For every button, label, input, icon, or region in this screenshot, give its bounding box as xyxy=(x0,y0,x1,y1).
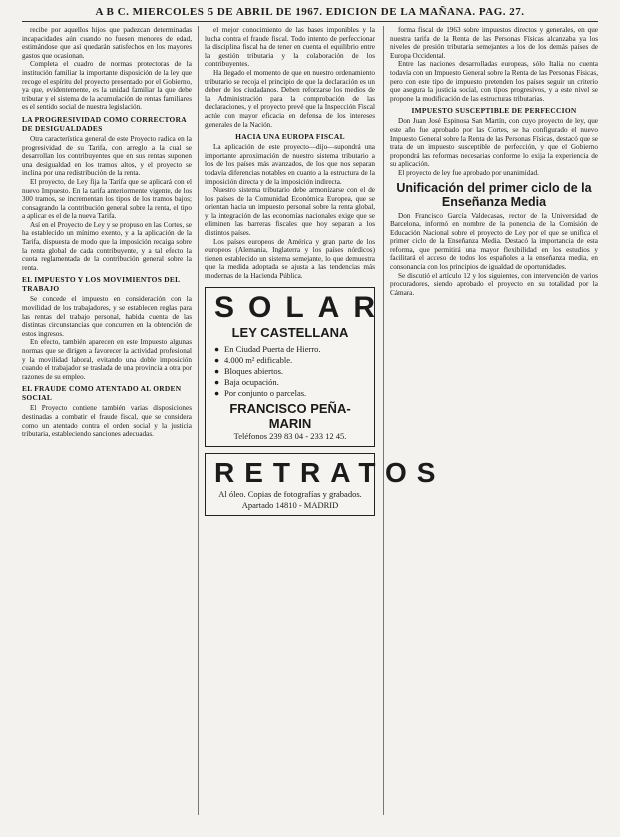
advertisement-retratos xyxy=(205,453,446,516)
paragraph: El proyecto de ley fue aprobado por unanimidad. xyxy=(398,168,539,177)
paragraph: Don Francisco García Valdecasas, rector de la Universidad de Barcelona, informó en nombre de la ponencia de la Comisión de Educación Nacional sobre el proyecto de Ley por el que se unifica el primer ciclo de la Enseñanza Media. Destacó la importancia de esta reforma, que permitirá una mayor flexibilidad en los estudios y facilitará el acceso de todos los españoles a la enseñanza media, en consonancia con los principios de igualdad de oportunidades. xyxy=(390,211,598,272)
bullet-icon: ● xyxy=(214,387,220,398)
column-1 xyxy=(22,26,192,815)
list-item: ● En Ciudad Puerta de Hierro. xyxy=(214,343,321,354)
section-heading: LA PROGRESIVIDAD COMO CORRECTORA DE DESIGUALDADES xyxy=(22,114,187,133)
ad-address: Apartado 14810 - MADRID xyxy=(241,499,339,510)
column-separator xyxy=(198,26,199,815)
section-heading: IMPUESTO SUSCEPTIBLE DE PERFECCION xyxy=(411,106,577,116)
paragraph: Nuestro sistema tributario debe armonizarse con el de los países de la Comunidad Económica Europea, que se orientan hacia un impuesto personal sobre la renta global, y la integración de las economías nacionales exige que se eliminen las barreras fiscales que hoy separan a los distintos países. xyxy=(205,186,375,238)
paragraph: El Proyecto contiene también varias disposiciones destinadas a combatir el fraude fiscal, que se considera como un atentado contra el orden social y la justicia tributaria, estableciendo sanciones adecuadas. xyxy=(22,404,192,439)
section-heading: EL FRAUDE COMO ATENTADO AL ORDEN SOCIAL xyxy=(22,384,182,403)
bullet-icon: ● xyxy=(214,376,220,387)
header-rule xyxy=(22,21,598,22)
paragraph: En efecto, también aparecen en este Impuesto algunas normas que se dirigen a favorecer la actividad profesional y la movilidad laboral, evitando una doble imposición cuando el trabajador se traslada de una provincia a otra por razones de su empleo. xyxy=(22,338,192,381)
bullet-icon: ● xyxy=(214,343,220,354)
paragraph: Los países europeos de América y gran parte de los europeos (Alemania, Inglaterra y los países nórdicos) tienen establecido un sistema semejante, lo que demuestra que la medida adoptada se ajusta a las tendencias más modernas de la Hacienda Pública. xyxy=(205,237,375,281)
ad-contact-name: FRANCISCO PEÑA-MARIN xyxy=(229,400,351,431)
list-item: ● Baja ocupación. xyxy=(214,376,279,387)
paragraph: La aplicación de este proyecto—dijo—supondrá una importante aproximación de nuestro sistema tributario a los de los países más avanzados, de los que nos separan todavía diferencias notables en cuanto a la estructura de la imposición directa y de la imposición indirecta. xyxy=(205,143,375,186)
ad-feature-list xyxy=(214,344,366,399)
column-separator xyxy=(383,26,384,815)
ad-title: SOLAR xyxy=(214,290,389,324)
paragraph: el mejor conocimiento de las bases imponibles y la lucha contra el fraude fiscal. Todo intento de perfeccionar la disciplina fiscal ha de tener en cuenta el equilibrio entre la gestión tributaria y la colaboración de los contribuyentes. xyxy=(205,26,375,69)
page-header: A B C. MIERCOLES 5 DE ABRIL DE 1967. EDICION DE LA MAÑANA. PAG. 27. xyxy=(95,6,525,18)
paragraph: Otra característica general de este Proyecto radica en la progresividad de su Tarifa, con arreglo a la cual se desarrollan los contribuyentes que en sus rentas suponen una desigualdad en los tramos altos, y el proyecto se inclina por una redistribución de la renta. xyxy=(22,134,192,178)
article-headline: Unificación del primer ciclo de la Enseñanza Media xyxy=(396,180,592,209)
paragraph: Entre las naciones desarrolladas europeas, sólo Italia no cuenta todavía con un Impuesto General sobre la Renta de las Personas Físicas, pero con este tipo de impuesto pretenden los países seguir un criterio que asegura la justicia social, con tipos progresivos, y a este nivel se propone la modificación de las estructuras tributarias. xyxy=(390,60,598,103)
advertisement-solar xyxy=(205,287,389,447)
paragraph: recibe por aquellos hijos que padezcan determinadas incapacidades aún cuando no fuesen menores de edad, estimándose que así quedarán satisfechos en los mayores gastos que ocasionan. xyxy=(22,26,192,60)
ad-subtitle: LEY CASTELLANA xyxy=(231,324,349,340)
ad-phones: Teléfonos 239 83 04 - 233 12 45. xyxy=(233,430,347,441)
paragraph: forma fiscal de 1963 sobre impuestos directos y generales, en que nuestra tarifa de la Renta de las Personas Físicas alcanzaba ya los niveles de presión tributaria semejantes a los de los demás países de Europa Occidental. xyxy=(390,26,598,60)
paragraph: Completa el cuadro de normas protectoras de la institución familiar la importante disposición de la ley que recoge el espíritu del proyecto presentado por el Gobierno, ya que, evidentemente, es la unidad familiar la que debe tributar y el sistema de la acumulación de rentas familiares es el sentido social de nuestra legislación. xyxy=(22,60,192,112)
paragraph: Se concede el impuesto en consideración con la movilidad de los trabajadores, y se establecen reglas para las rentas del trabajo personal, habida cuenta de las distintas circunstancias que concurren en la obtención de estos ingresos. xyxy=(22,295,192,338)
section-heading: EL IMPUESTO Y LOS MOVIMIENTOS DEL TRABAJO xyxy=(22,275,180,294)
paragraph: Se discutió el artículo 12 y los siguientes, con intervención de varios procuradores, siendo aprobado el proyecto en su totalidad por la Cámara. xyxy=(390,271,598,297)
paragraph: Don Juan José Espinosa San Martín, con cuyo proyecto de ley, que este año fue aprobado por las Cortes, se ha configurado el nuevo Impuesto General sobre la Renta de las Personas Físicas, destacó que se trata de un impuesto susceptible de perfección, y que el Gobierno propondrá las reformas necesarias conforme lo exija la experiencia de su aplicación. xyxy=(390,117,598,169)
column-3 xyxy=(390,26,598,815)
ad-title: RETRATOS xyxy=(214,456,446,488)
list-item: ● 4.000 m² edificable. xyxy=(214,354,293,365)
paragraph: El proyecto, de Ley fija la Tarifa que se aplicará con el nuevo Impuesto. En la tarifa anteriormente vigente, de los 300 tramos, se incrementan los tipos de los tramos bajos; consagrando la contribución general sobre la renta, el tipo a aplicar es el de la nueva Tarifa. xyxy=(22,177,192,221)
bullet-icon: ● xyxy=(214,365,220,376)
section-heading: HACIA UNA EUROPA FISCAL xyxy=(235,132,345,142)
ad-text: Al óleo. Copias de fotografías y grabados. xyxy=(218,488,362,499)
list-item: ● Por conjunto o parcelas. xyxy=(214,387,307,398)
bullet-icon: ● xyxy=(214,354,220,365)
list-item: ● Bloques abiertos. xyxy=(214,365,284,376)
column-2 xyxy=(205,26,446,815)
paragraph: Así en el Proyecto de Ley y se propuso en las Cortes, se ha establecido un mínimo exento, y a la aplicación de la Tarifa, dispuesta de modo que la imposición recaiga sobre la renta global de cada contribuyente, y a tal efecto la cuota reglamentada de la contribución general sobre la renta. xyxy=(22,220,192,272)
paragraph: Ha llegado el momento de que en nuestro ordenamiento tributario se recoja el principio de que la declaración es un deber de los ciudadanos. Deben reforzarse los medios de la Administración para la comprobación de las declaraciones, y el proyecto prevé que la Inspección Fiscal actúe con mayor eficacia en defensa de los intereses generales de la Nación. xyxy=(205,68,375,129)
